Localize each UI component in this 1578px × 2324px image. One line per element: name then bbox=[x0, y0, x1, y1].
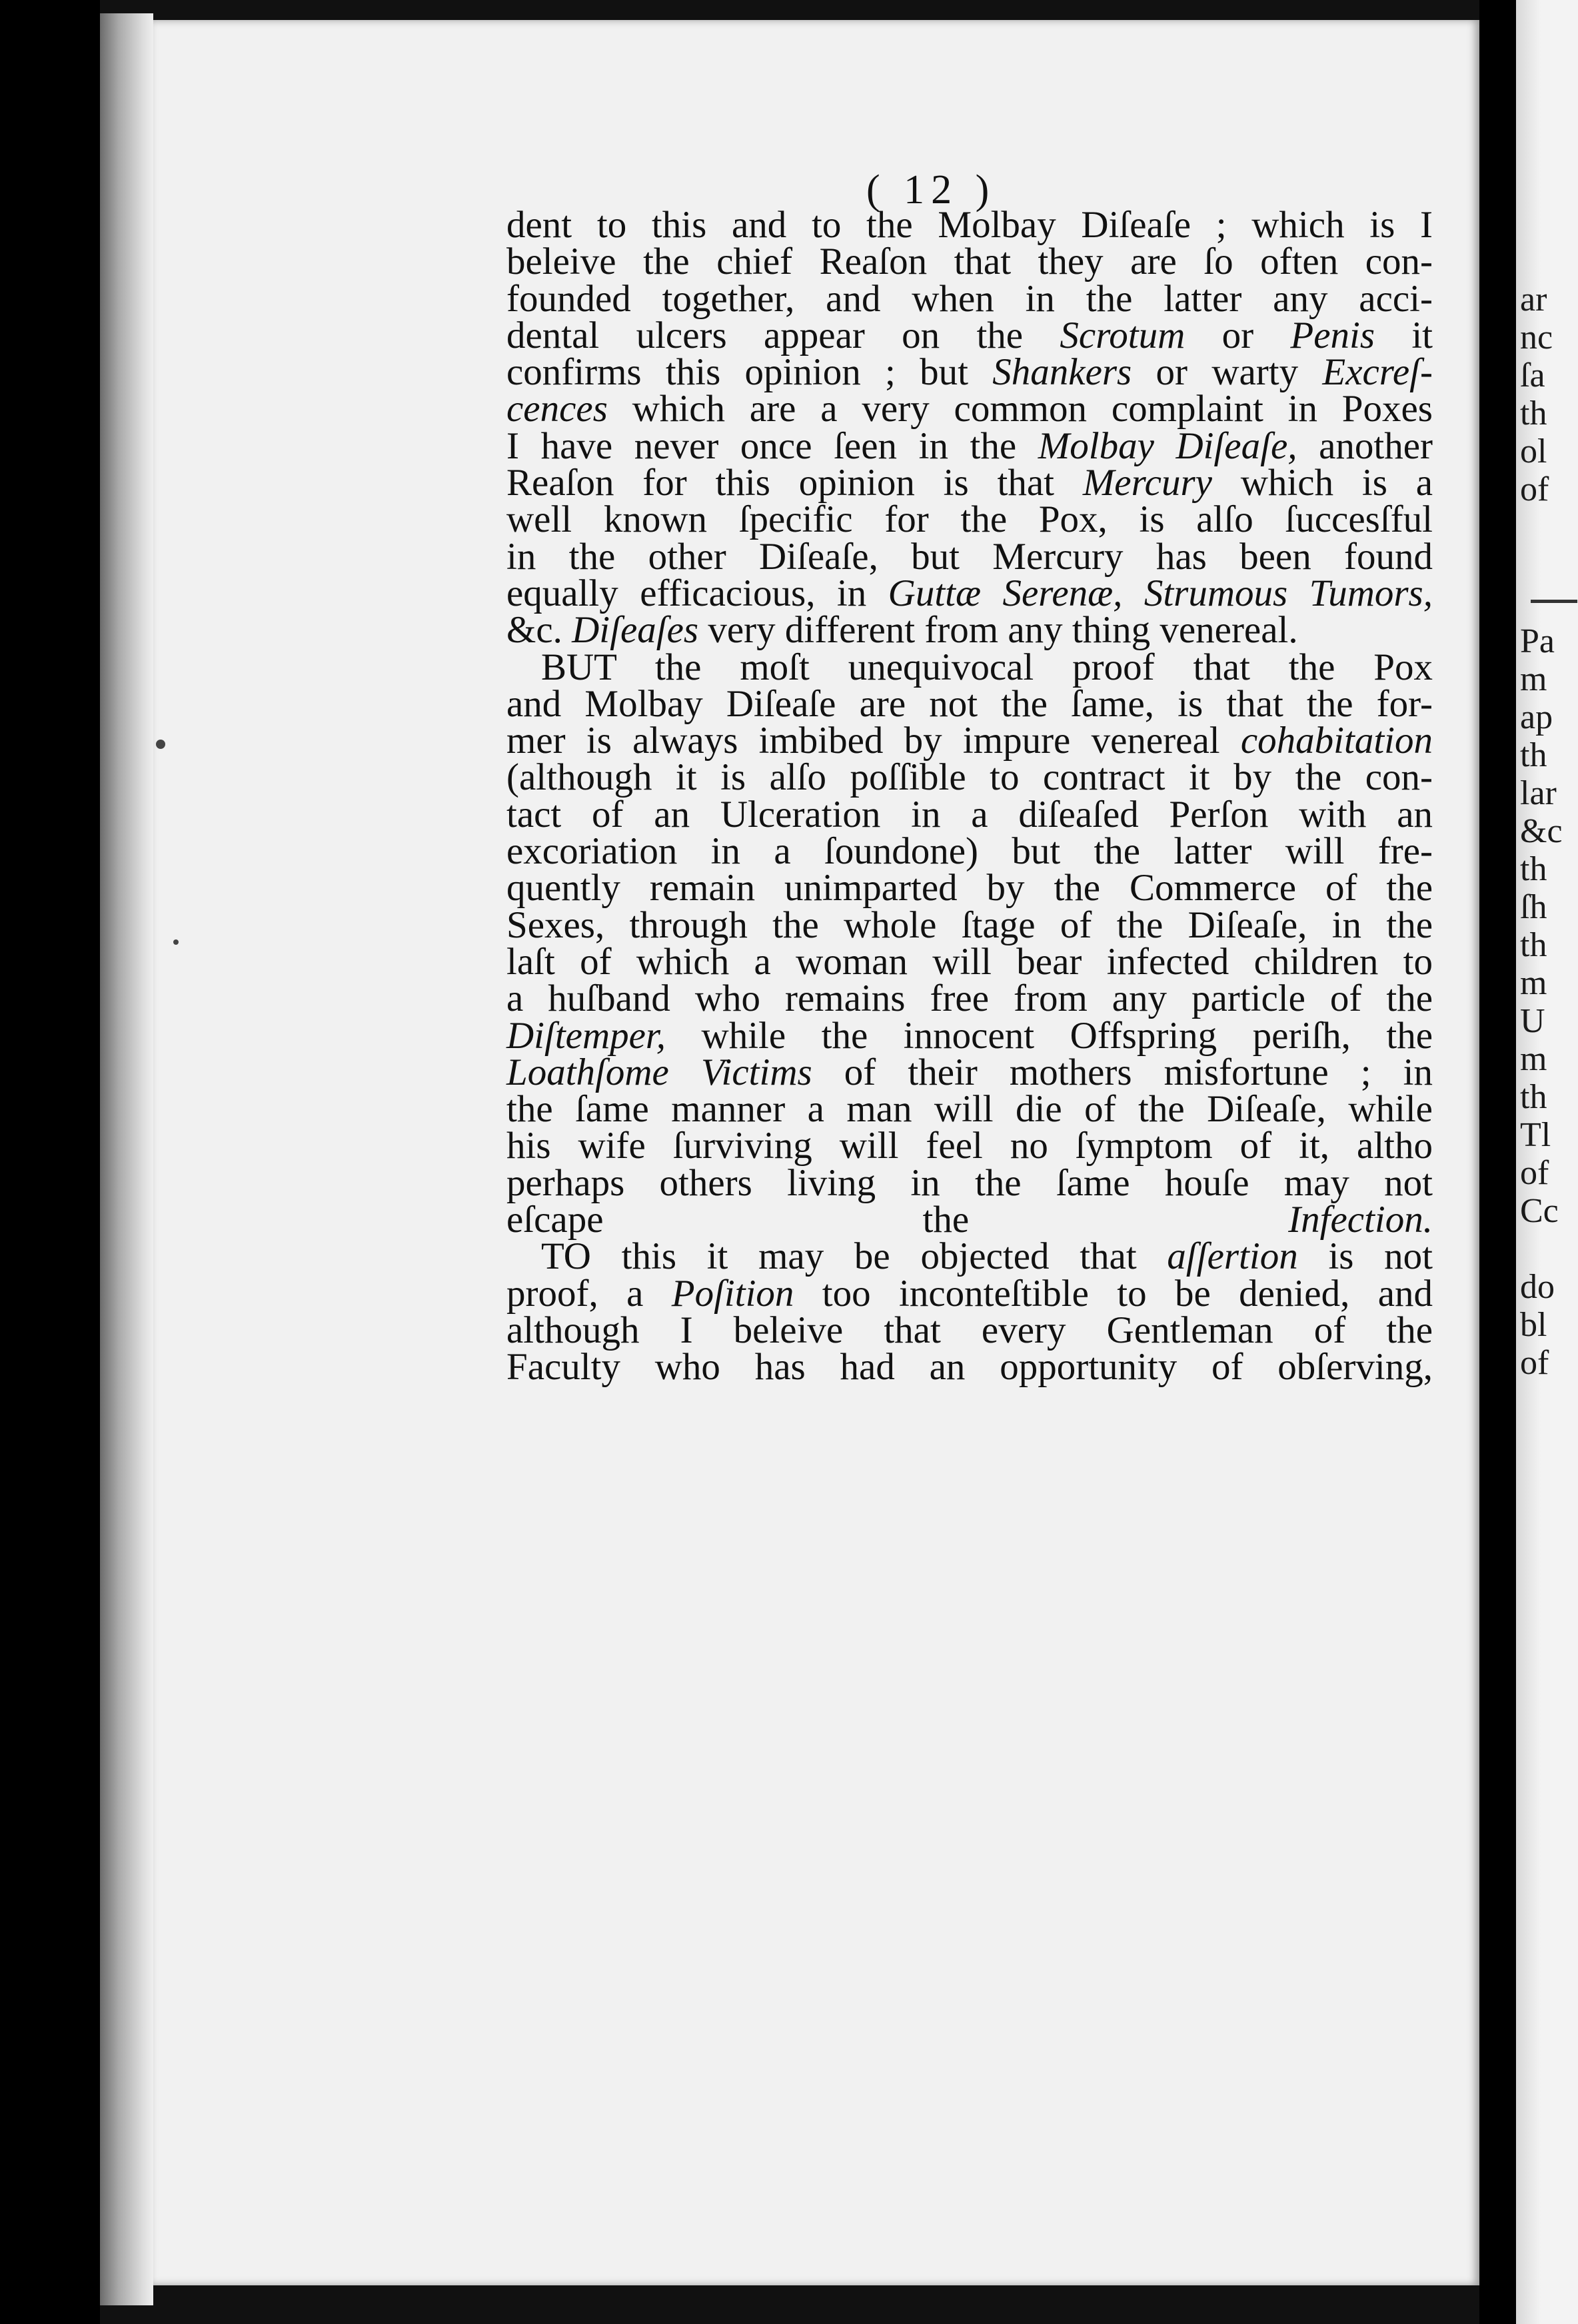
page-number: ( 12 ) bbox=[866, 167, 996, 213]
facing-page-fragment: Pa bbox=[1520, 622, 1555, 660]
text-line bbox=[506, 1309, 1433, 1351]
text-run: while the innocent Offspring periſh, the bbox=[666, 1014, 1433, 1057]
facing-page-fragment: m bbox=[1520, 660, 1547, 698]
text-run: well known ſpecific for the Pox, is alſo ſuccesſful bbox=[506, 498, 1433, 541]
text-run: Reaſon for this opinion is that bbox=[506, 462, 1083, 504]
text-run: and Molbay Diſeaſe are not the ſame, is that the for- bbox=[506, 682, 1433, 725]
italic-run: Mercury bbox=[1082, 462, 1212, 504]
italic-run: cohabitation bbox=[1240, 720, 1433, 762]
text-run: quently remain unimparted by the Commerce of the bbox=[506, 867, 1433, 909]
text-line bbox=[506, 351, 1433, 394]
text-line bbox=[506, 572, 1433, 614]
text-run: eſcape the bbox=[506, 1199, 1289, 1241]
text-run: dent to this and to the Molbay Diſeaſe ; which is I bbox=[506, 204, 1433, 246]
text-line bbox=[506, 756, 1433, 799]
text-run: a huſband who remains free from any particle of the bbox=[506, 977, 1433, 1020]
text-line bbox=[506, 277, 1433, 320]
body-text bbox=[506, 204, 1433, 1389]
text-line bbox=[506, 535, 1433, 578]
text-run: which is a bbox=[1211, 462, 1433, 504]
facing-page bbox=[1516, 0, 1578, 2324]
facing-page-fragment: ar bbox=[1520, 281, 1547, 318]
text-line bbox=[506, 977, 1433, 1020]
facing-page-fragment: bl bbox=[1520, 1306, 1547, 1344]
text-run: dental ulcers appear on the bbox=[506, 314, 1060, 356]
italic-run: Diſeaſes bbox=[572, 609, 699, 652]
text-line bbox=[506, 1088, 1433, 1131]
text-run: very different from any thing venereal. bbox=[698, 609, 1298, 652]
italic-run: Excreſ- bbox=[1322, 351, 1433, 394]
text-line bbox=[506, 682, 1433, 725]
text-run: TO this it may be objected that bbox=[541, 1235, 1168, 1278]
italic-run: cences bbox=[506, 388, 608, 430]
text-run: &c. bbox=[506, 609, 572, 652]
facing-page-fragment: m bbox=[1520, 1040, 1547, 1078]
facing-page-fragment: th bbox=[1520, 394, 1547, 432]
text-line bbox=[506, 1014, 1433, 1057]
facing-page-fragment: do bbox=[1520, 1268, 1555, 1306]
facing-page-fragment: of bbox=[1520, 1154, 1549, 1192]
facing-page-fragment: Tl bbox=[1520, 1116, 1551, 1154]
text-run: Sexes, through the whole ſtage of the Diſeaſe, in the bbox=[506, 903, 1433, 946]
italic-run: Guttæ Serenæ, Strumous Tumors, bbox=[888, 572, 1433, 614]
text-line bbox=[506, 1272, 1433, 1315]
italic-run: Molbay Diſeaſe, bbox=[1038, 424, 1297, 467]
text-run: confirms this opinion ; but bbox=[506, 351, 993, 394]
text-line bbox=[506, 646, 1433, 688]
facing-page-fragment: ſa bbox=[1520, 356, 1545, 394]
text-line bbox=[506, 1346, 1433, 1389]
text-line bbox=[506, 462, 1433, 504]
text-line bbox=[506, 1051, 1433, 1093]
text-line bbox=[506, 830, 1433, 873]
text-run: tact of an Ulceration in a diſeaſed Perſon with an bbox=[506, 793, 1433, 836]
facing-page-fragment: th bbox=[1520, 926, 1547, 964]
text-run: perhaps others living in the ſame houſe may not bbox=[506, 1161, 1433, 1204]
text-run: proof, a bbox=[506, 1272, 672, 1315]
italic-run: Infection. bbox=[1288, 1199, 1433, 1241]
text-line bbox=[506, 940, 1433, 983]
text-run: which are a very common complaint in Poxes bbox=[607, 388, 1433, 430]
text-run: (although it is alſo poſſible to contract it by the con- bbox=[506, 756, 1433, 799]
text-run: laſt of which a woman will bear infected children to bbox=[506, 940, 1433, 983]
facing-page-fragment: th bbox=[1520, 736, 1547, 774]
facing-page-fragment: ſh bbox=[1520, 888, 1547, 926]
text-run: in the other Diſeaſe, but Mercury has been found bbox=[506, 535, 1433, 578]
facing-page-fragment: of bbox=[1520, 470, 1549, 508]
page-gutter bbox=[1479, 0, 1516, 2324]
facing-page-fragment: th bbox=[1520, 850, 1547, 888]
text-line bbox=[506, 1161, 1433, 1204]
text-line bbox=[506, 498, 1433, 541]
facing-page-rule bbox=[1531, 600, 1577, 603]
text-run: although I beleive that every Gentleman of the bbox=[506, 1309, 1433, 1351]
text-line bbox=[506, 314, 1433, 356]
text-line bbox=[506, 720, 1433, 762]
text-run: is not bbox=[1297, 1235, 1433, 1278]
facing-page-fragment: m bbox=[1520, 964, 1547, 1002]
text-line bbox=[506, 1125, 1433, 1167]
text-run: the ſame manner a man will die of the Diſeaſe, while bbox=[506, 1088, 1433, 1131]
book-binding bbox=[100, 13, 153, 2305]
text-line bbox=[506, 424, 1433, 467]
facing-page-fragment: lar bbox=[1520, 774, 1557, 812]
facing-page-fragment: Cc bbox=[1520, 1192, 1559, 1230]
facing-page-fragment: &c bbox=[1520, 812, 1563, 850]
text-line bbox=[506, 1199, 1433, 1241]
italic-run: Scrotum bbox=[1060, 314, 1185, 356]
facing-page-fragment: ap bbox=[1520, 698, 1553, 736]
text-run: BUT the moſt unequivocal proof that the Pox bbox=[541, 646, 1433, 688]
italic-run: Penis bbox=[1290, 314, 1375, 356]
text-run: Faculty who has had an opportunity of obſerving, bbox=[506, 1346, 1433, 1389]
text-run: equally efficacious, in bbox=[506, 572, 888, 614]
text-line bbox=[506, 241, 1433, 283]
text-line bbox=[506, 793, 1433, 836]
text-run: founded together, and when in the latter any acci- bbox=[506, 277, 1433, 320]
text-run: mer is always imbibed by impure venereal bbox=[506, 720, 1241, 762]
text-line bbox=[506, 609, 1433, 652]
text-line bbox=[506, 867, 1433, 909]
facing-page-fragment: nc bbox=[1520, 318, 1553, 356]
text-run: I have never once ſeen in the bbox=[506, 424, 1038, 467]
text-run: his wife ſurviving will feel no ſymptom of it, altho bbox=[506, 1125, 1433, 1167]
ink-speck bbox=[156, 740, 165, 749]
text-run: of their mothers misfortune ; in bbox=[812, 1051, 1433, 1093]
text-run: excoriation in a ſoundone) but the latter will fre- bbox=[506, 830, 1433, 873]
text-line bbox=[506, 1235, 1433, 1278]
ink-speck bbox=[173, 939, 179, 945]
facing-page-fragment: th bbox=[1520, 1078, 1547, 1116]
text-run: or warty bbox=[1132, 351, 1323, 394]
facing-page-fragment: ol bbox=[1520, 432, 1547, 470]
text-run: too inconteſtible to be denied, and bbox=[794, 1272, 1433, 1315]
text-run: beleive the chief Reaſon that they are ſo often con- bbox=[506, 241, 1433, 283]
italic-run: aſſertion bbox=[1167, 1235, 1298, 1278]
text-line bbox=[506, 903, 1433, 946]
text-line bbox=[506, 388, 1433, 430]
italic-run: Poſition bbox=[671, 1272, 794, 1315]
italic-run: Shankers bbox=[992, 351, 1132, 394]
text-run: it bbox=[1375, 314, 1433, 356]
scan-left-edge bbox=[0, 0, 100, 2324]
text-line bbox=[506, 204, 1433, 246]
italic-run: Diſtemper, bbox=[506, 1014, 666, 1057]
text-run: or bbox=[1185, 314, 1291, 356]
text-run: another bbox=[1297, 424, 1433, 467]
facing-page-fragment: U bbox=[1520, 1002, 1545, 1040]
facing-page-fragment: of bbox=[1520, 1344, 1549, 1382]
italic-run: Loathſome Victims bbox=[506, 1051, 812, 1093]
